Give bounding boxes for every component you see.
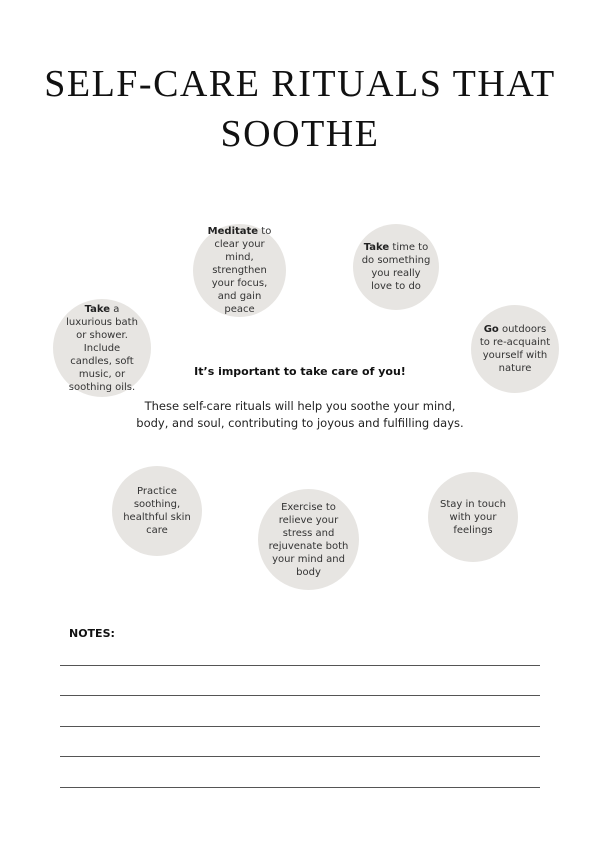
center-body: These self-care rituals will help you soothe your mind, body, and soul, contributing to joyous and fulfilling days. xyxy=(136,399,464,430)
bubble-take-time-text xyxy=(361,241,431,293)
notes-label: NOTES: xyxy=(69,627,115,640)
bubble-take-time-bold: Take xyxy=(363,242,390,253)
bubble-meditate-text xyxy=(201,225,278,316)
bubble-go-outdoors-bold: Go xyxy=(483,324,499,335)
bubble-go-outdoors-text xyxy=(479,323,551,375)
bubble-take-bath xyxy=(53,299,151,397)
notes-line[interactable] xyxy=(60,665,540,666)
notes-line[interactable] xyxy=(60,695,540,696)
notes-line[interactable] xyxy=(60,726,540,727)
bubble-stay-in-touch xyxy=(428,472,518,562)
bubble-meditate xyxy=(193,224,286,317)
bubble-take-bath-rest: a luxurious bath or shower. Include candles, soft music, or soothing oils. xyxy=(66,303,138,393)
bubble-skin-care xyxy=(112,466,202,556)
notes-line[interactable] xyxy=(60,756,540,757)
page-title-line-2: SOOTHE xyxy=(220,113,380,155)
bubble-skin-care-text: Practice soothing, healthful skin care xyxy=(123,486,191,536)
page-title-line-1: SELF-CARE RITUALS THAT xyxy=(44,63,556,105)
bubble-take-time xyxy=(353,224,439,310)
notes-line[interactable] xyxy=(60,787,540,788)
bubble-exercise xyxy=(258,489,359,590)
center-heading: It’s important to take care of you! xyxy=(194,365,406,378)
bubble-meditate-bold: Meditate xyxy=(207,226,259,237)
bubble-exercise-text: Exercise to relieve your stress and rejuvenate both your mind and body xyxy=(268,501,349,578)
bubble-take-bath-text xyxy=(62,303,142,394)
bubble-take-time-rest: time to do something you really love to do xyxy=(361,242,431,292)
bubble-go-outdoors xyxy=(471,305,559,393)
bubble-go-outdoors-rest: outdoors to re-acquaint yourself with nature xyxy=(479,324,551,374)
bubble-take-bath-bold: Take xyxy=(84,303,111,315)
bubble-stay-in-touch-text: Stay in touch with your feelings xyxy=(440,498,507,536)
bubble-meditate-rest: to clear your mind, strengthen your focus, and gain peace xyxy=(211,226,272,315)
